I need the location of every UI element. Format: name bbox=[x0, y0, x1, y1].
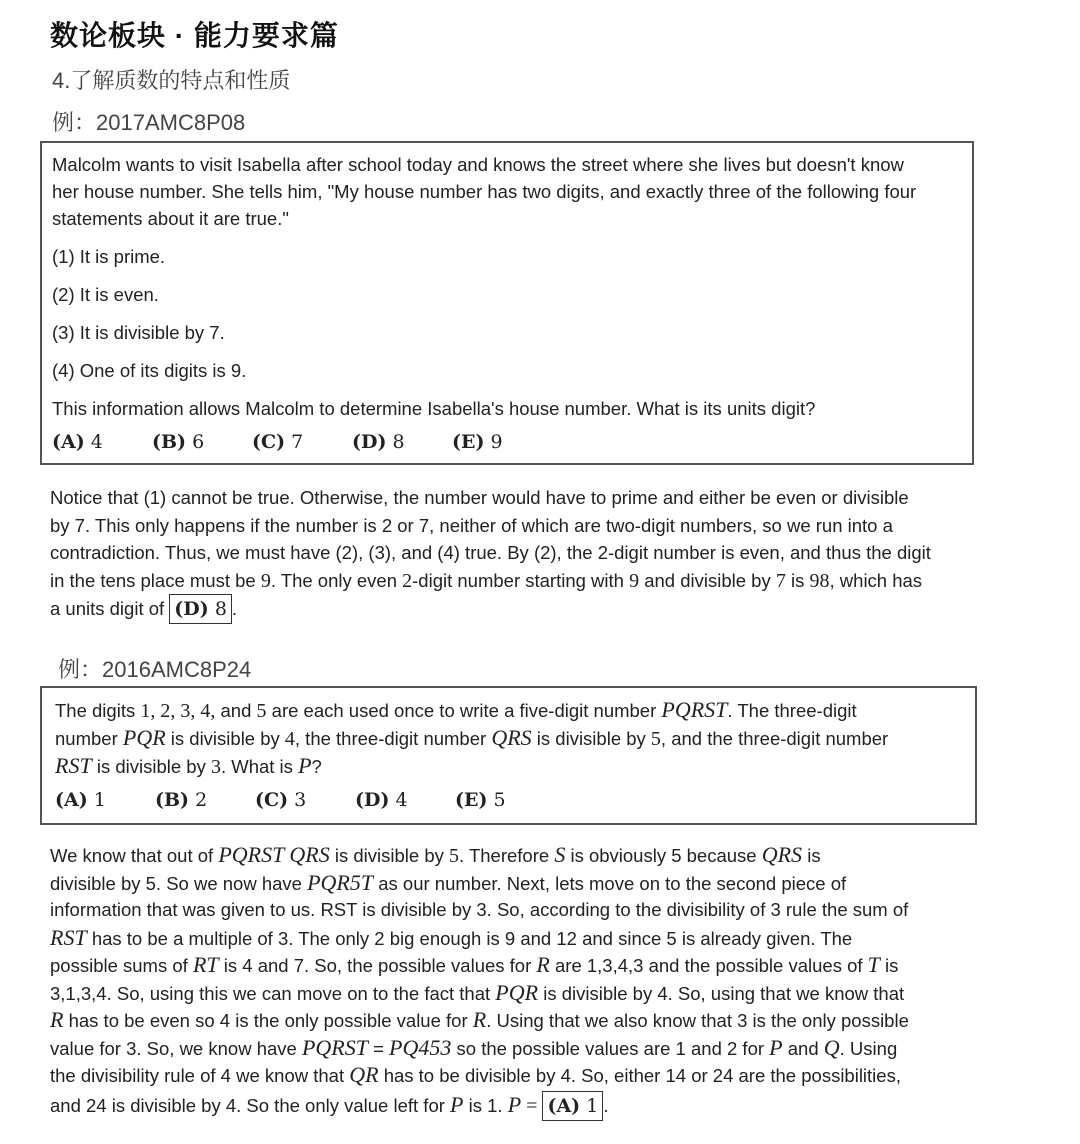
choice-d: (D) 8 bbox=[352, 431, 405, 453]
problem-text: The digits 1, 2, 3, 4, and 5 are each used once to write a five-digit number PQRST. The three-digit bbox=[55, 697, 857, 722]
choice-e: (E) 5 bbox=[455, 789, 506, 811]
solution-line: the divisibility rule of 4 we know that QR has to be divisible by 4. So, either 14 or 24 are the possibilities, bbox=[50, 1062, 901, 1087]
section-subtitle: 4.了解质数的特点和性质 bbox=[52, 68, 291, 93]
problem-text: number PQR is divisible by 4, the three-digit number QRS is divisible by 5, and the three-digit number bbox=[55, 725, 889, 750]
statement-2: (2) It is even. bbox=[52, 284, 159, 305]
solution-line: in the tens place must be 9. The only even 2-digit number starting with 9 and divisible by 7 is 98, which has bbox=[50, 569, 923, 592]
solution-line: Notice that (1) cannot be true. Otherwise, the number would have to prime and either be even or divisible bbox=[50, 487, 909, 508]
example-1-problem-box bbox=[40, 141, 974, 465]
problem-text: statements about it are true." bbox=[52, 208, 289, 229]
solution-line: value for 3. So, we know have PQRST = PQ453 so the possible values are 1 and 2 for P and Q. Using bbox=[50, 1034, 898, 1060]
solution-line: 3,1,3,4. So, using this we can move on to the fact that PQR is divisible by 4. So, using that we know that bbox=[50, 979, 905, 1005]
solution-line: and 24 is divisible by 4. So the only value left for P is 1. P = (A) 1 . bbox=[50, 1091, 970, 1121]
statement-4: (4) One of its digits is 9. bbox=[52, 360, 247, 381]
choice-b: (B) 2 bbox=[155, 789, 208, 811]
boxed-answer: (D) 8 bbox=[169, 594, 232, 624]
boxed-answer: (A) 1 bbox=[542, 1091, 603, 1121]
solution-line: contradiction. Thus, we must have (2), (3), and (4) true. By (2), the 2-digit number is even, and thus the digit bbox=[50, 542, 931, 563]
question-text: This information allows Malcolm to determine Isabella's house number. What is its units digit? bbox=[52, 398, 816, 419]
problem-text: RST is divisible by 3. What is P? bbox=[55, 753, 322, 778]
problem-text: her house number. She tells him, "My house number has two digits, and exactly three of the following four bbox=[52, 181, 917, 202]
choice-d: (D) 4 bbox=[355, 789, 408, 811]
answer-choices bbox=[55, 789, 555, 811]
page-title: 数论板块 · 能力要求篇 bbox=[50, 20, 339, 51]
example-2-problem-box bbox=[40, 686, 977, 825]
solution-line: divisible by 5. So we now have PQR5T as our number. Next, lets move on to the second piece of bbox=[50, 869, 847, 895]
problem-text: Malcolm wants to visit Isabella after school today and knows the street where she lives but doesn't know bbox=[52, 154, 904, 175]
solution-line: a units digit of (D) 8 . bbox=[50, 594, 970, 624]
solution-line: possible sums of RT is 4 and 7. So, the possible values for R are 1,3,4,3 and the possible values of T is bbox=[50, 952, 899, 977]
example-2-label: 例：2016AMC8P24 bbox=[58, 657, 252, 682]
solution-line: RST has to be a multiple of 3. The only 2 big enough is 9 and 12 and since 5 is already given. The bbox=[50, 924, 853, 950]
choice-a: (A) 1 bbox=[55, 789, 106, 811]
choice-e: (E) 9 bbox=[452, 431, 503, 453]
choice-b: (B) 6 bbox=[152, 431, 205, 453]
solution-line: information that was given to us. RST is divisible by 3. So, according to the divisibility of 3 rule the sum of bbox=[50, 899, 909, 920]
solution-line: by 7. This only happens if the number is 2 or 7, neither of which are two-digit numbers, so we run into a bbox=[50, 514, 893, 536]
choice-c: (C) 3 bbox=[255, 789, 307, 811]
answer-choices bbox=[52, 431, 552, 453]
example-1-label: 例：2017AMC8P08 bbox=[52, 110, 246, 135]
choice-a: (A) 4 bbox=[52, 431, 103, 453]
solution-line: We know that out of PQRST QRS is divisible by 5. Therefore S is obviously 5 because QRS is bbox=[50, 842, 821, 867]
statement-3: (3) It is divisible by 7. bbox=[52, 322, 225, 343]
statement-1: (1) It is prime. bbox=[52, 246, 166, 267]
choice-c: (C) 7 bbox=[252, 431, 304, 453]
solution-line: R has to be even so 4 is the only possible value for R. Using that we also know that 3 is the only possible bbox=[50, 1007, 909, 1032]
